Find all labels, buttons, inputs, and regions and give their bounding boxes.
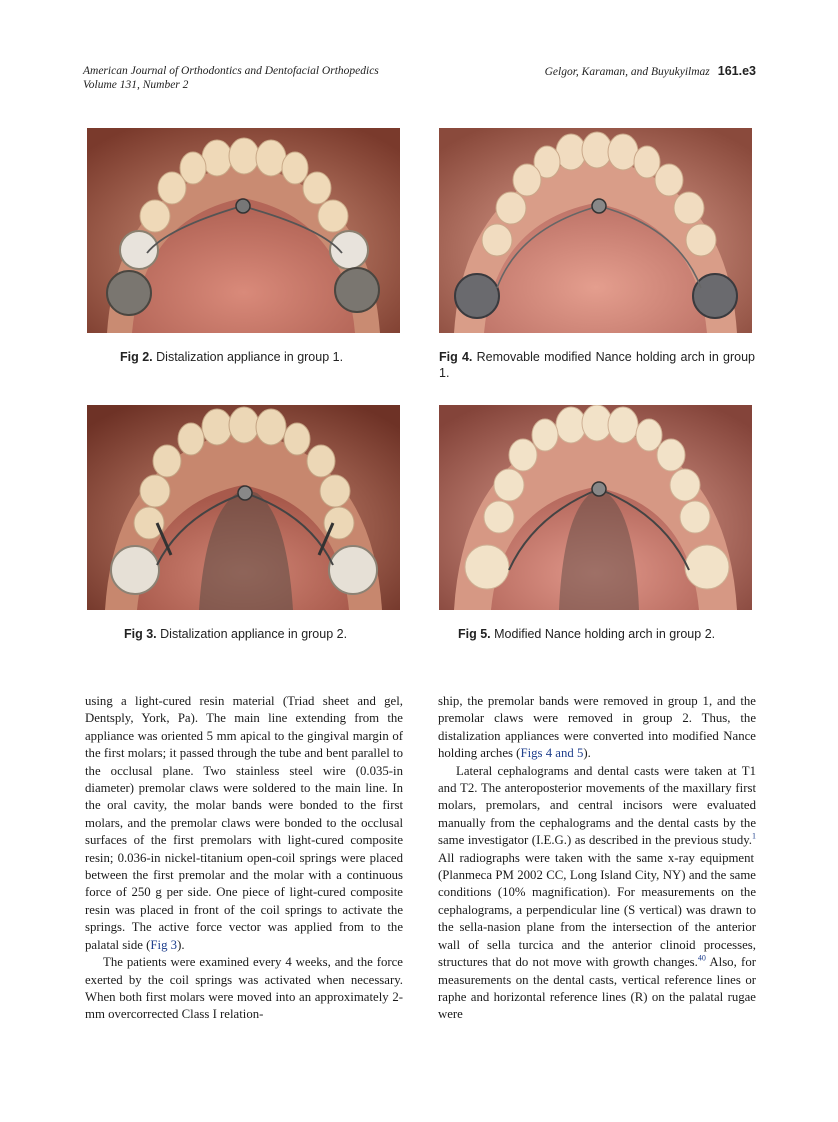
paragraph-text: using a light-cured resin material (Triad sheet and gel, Dentsply, York, Pa). The main line extending from the appliance was oriented 5 mm apical to the gingival margin of the first molars; it passed through the tube and bent parallel to the occlusal plane. Two stainless steel wire (0.035-in diameter) premolar claws were soldered to the main line. In the oral cavity, the molar bands were bonded to the first molars, and the premolar claws were bonded to the occlusal surfaces of the first premolars with light-cured composite resin; 0.036-in nickel-titanium open-coil springs were placed between the first premolar and the molar with a continuous force of 250 g per side. One piece of light-cured composite resin was placed in front of the coil springs to activate the springs. The active force vector was applied from to the palatal side (: [85, 694, 403, 952]
paragraph-text: All radiographs were taken with the same x-ray equipment (Planmeca PM 2002 CC, Long Island City, NY) and the same conditions (10% magnification). For measurements on the cephalograms, a perpendicular line (S vertical) was drawn to the sella-nasion plane from the intersection of the anterior wall of sella turcica and the anterior clinoid processes, structures that do not move with growth changes.: [438, 850, 756, 970]
figure-5-label: Fig 5.: [458, 627, 491, 641]
figure-2-photo: [87, 128, 400, 333]
paragraph-text: Lateral cephalograms and dental casts were taken at T1 and T2. The anteroposterior movements of the maxillary first molars, premolars, and central incisors were evaluated manually from the cephalograms and the dental casts by the same investigator (I.E.G.) as described in the previous study.: [438, 763, 756, 848]
figure-3-label: Fig 3.: [124, 627, 157, 641]
paragraph-text: Also, for measurements on the dental casts, vertical reference lines or raphe and horizontal reference lines (R) on the palatal rugae were: [438, 955, 756, 1022]
page-number: 161.e3: [717, 64, 756, 78]
journal-title: American Journal of Orthodontics and Dentofacial Orthopedics: [83, 65, 379, 77]
paragraph: [438, 693, 756, 763]
figure-2-caption-text: Distalization appliance in group 1.: [156, 350, 344, 364]
paragraph-text: ).: [583, 746, 591, 761]
figure-4-photo: [439, 128, 752, 333]
paragraph-text: ship, the premolar bands were removed in group 1, and the premolar claws were removed in group 2. Thus, the distalization appliances were converted into modified Nance holding arches (: [438, 694, 756, 761]
running-header-left: [83, 64, 379, 92]
figure-2-label: Fig 2.: [120, 350, 153, 364]
paragraph-text: ).: [177, 937, 185, 952]
figure-5-photo: [439, 405, 752, 610]
paragraph: [438, 763, 756, 1024]
citation-1-link[interactable]: 1: [752, 831, 756, 841]
figure-2-caption: [120, 349, 380, 365]
figure-3-reference-link[interactable]: Fig 3: [150, 937, 178, 952]
figure-5-caption-text: Modified Nance holding arch in group 2.: [494, 627, 716, 641]
figure-4-caption: [439, 349, 755, 381]
figure-4-caption-text: Removable modified Nance holding arch in group 1.: [439, 350, 755, 380]
citation-40-link[interactable]: 40: [697, 953, 706, 963]
figure-3-caption-text: Distalization appliance in group 2.: [160, 627, 348, 641]
left-column: [85, 693, 403, 1024]
paragraph: [85, 693, 403, 954]
figure-3-caption: [124, 626, 394, 642]
figure-3-photo: [87, 405, 400, 610]
figure-4-label: Fig 4.: [439, 350, 473, 364]
figures-4-5-reference-link[interactable]: Figs 4 and 5: [520, 746, 584, 761]
journal-volume: Volume 131, Number 2: [83, 79, 189, 91]
running-header-right: [545, 64, 756, 78]
right-column: [438, 693, 756, 1024]
header-authors: Gelgor, Karaman, and Buyukyilmaz: [544, 66, 710, 78]
paragraph: The patients were examined every 4 weeks, and the force exerted by the coil springs was activated when necessary. When both first molars were moved into an approximately 2-mm overcorrected Class I relation-: [85, 955, 403, 1022]
figure-5-caption: [458, 626, 748, 642]
